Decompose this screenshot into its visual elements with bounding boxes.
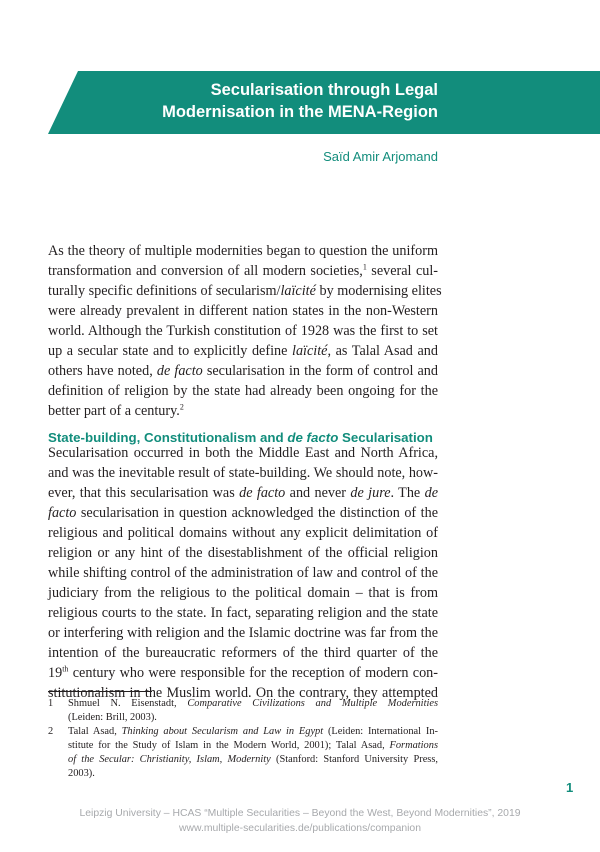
footnote-line: of the Secular: Christianity, Islam, Modernity (Stanford: Stanford University Press,	[68, 754, 438, 765]
paragraph-section	[48, 443, 438, 703]
author-name: Saïd Amir Arjomand	[323, 149, 438, 164]
page-footer	[0, 806, 600, 836]
text-line: world. Although the Turkish constitution of 1928 was the first to set	[48, 323, 438, 339]
footnote-line: (Leiden: Brill, 2003).	[68, 712, 157, 723]
text-line: transformation and conversion of all modern societies,$^1$ several cul-	[48, 262, 438, 279]
section-heading: State-building, Constitutionalism and de facto Secularisation	[48, 430, 433, 445]
page-number: 1	[566, 780, 574, 795]
footnote-line: 2003).	[68, 768, 95, 779]
text-line: judiciary from the religious to the political domain – that is from	[48, 585, 438, 601]
text-line: religious courts to the state. In fact, separating religion and the state	[48, 605, 438, 621]
footnote-divider	[48, 691, 152, 692]
text-line: definition of religion by the state had already been ongoing for the	[48, 383, 438, 399]
text-line: intention of the bureaucratic reformers of the third quarter of the	[48, 645, 438, 661]
footnotes	[48, 697, 438, 781]
text-line: ever, that this secularisation was de facto and never de jure. The de	[48, 485, 439, 501]
footnote-ref-1[interactable]: 1	[362, 262, 367, 272]
article-title	[162, 79, 438, 123]
text-line: 19th century who were responsible for the reception of modern con-	[48, 664, 438, 681]
text-line: and was the inevitable result of state-building. We should note, how-	[48, 465, 438, 481]
paragraph-intro	[48, 241, 442, 421]
text-line: As the theory of multiple modernities began to question the uniform	[48, 243, 438, 259]
text-line: religion or any hint of the disestablishment of the official religion	[48, 545, 438, 561]
footnote-2	[48, 725, 438, 781]
footnote-1	[48, 697, 438, 725]
text-line: turally specific definitions of secularism/laïcité by modernising elites	[48, 283, 442, 299]
text-line: others have noted, de facto secularisation in the form of control and	[48, 363, 438, 379]
footnote-line: Shmuel N. Eisenstadt, Comparative Civilizations and Multiple Modernities	[68, 698, 438, 709]
footnote-number: 1	[48, 698, 54, 709]
text-line: while shifting control of the administration of law and control of the	[48, 565, 438, 581]
text-line: or interfering with religion and the Islamic doctrine was far from the	[48, 625, 438, 641]
text-line: religious and political domains without any explicit delimitation of	[48, 525, 438, 541]
text-line: facto secularisation in question acknowledged the distinction of the	[48, 505, 438, 521]
footnote-ref-2[interactable]: 2	[179, 402, 184, 412]
title-line-2: Modernisation in the MENA-Region	[162, 103, 438, 121]
footnote-number: 2	[48, 726, 54, 737]
text-line: better part of a century.$^2$	[48, 402, 184, 419]
footnote-line: Talal Asad, Thinking about Secularism and Law in Egypt (Leiden: International In-	[68, 726, 438, 737]
footer-citation: Leipzig University – HCAS “Multiple Secularities – Beyond the West, Beyond Modernities”, 2019	[79, 808, 521, 819]
footnote-line: stitute for the Study of Islam in the Modern World, 2001); Talal Asad, Formations	[68, 740, 438, 751]
title-line-1: Secularisation through Legal	[210, 81, 438, 99]
text-line: stitutionalism in the Muslim world. On the contrary, they attempted	[48, 685, 438, 701]
footer-url: www.multiple-secularities.de/publications/companion	[179, 823, 421, 834]
text-line: were already prevalent in different nation states in the non-Western	[48, 303, 438, 319]
text-line: Secularisation occurred in both the Middle East and North Africa,	[48, 445, 438, 461]
text-line: up a secular state and to explicitly define laïcité, as Talal Asad and	[48, 343, 438, 359]
